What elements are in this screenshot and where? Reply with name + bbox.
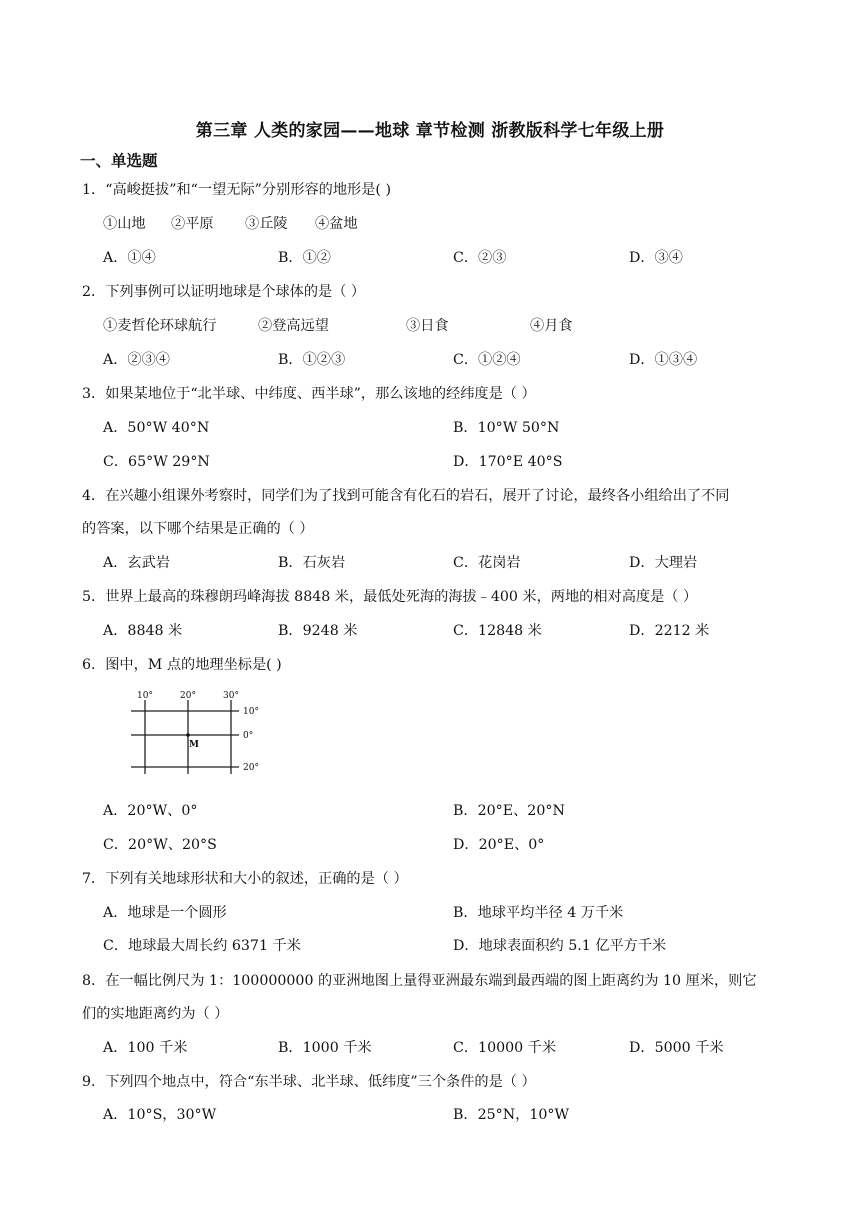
top-label: 30° [223,691,239,701]
q2-item: ②登高远望 [258,318,329,334]
question-6-stem: 6．图中，M 点的地理坐标是( ) [82,657,282,673]
top-label: 10° [137,691,153,701]
question-7-stem: 7．下列有关地球形状和大小的叙述，正确的是（ ） [82,871,408,887]
q4-option-d[interactable]: D．大理岩 [629,555,698,571]
q3-option-d[interactable]: D．170°E 40°S [453,454,563,470]
point-m-marker [186,733,190,737]
question-4-stem: 4．在兴趣小组课外考察时，同学们为了找到可能含有化石的岩石，展开了讨论，最终各小组给出了不同 [82,488,730,504]
q1-option-b[interactable]: B．①② [278,250,331,266]
q1-item: ④盆地 [315,216,358,232]
q8-option-b[interactable]: B．1000 千米 [278,1040,372,1056]
q1-item: ③丘陵 [245,216,288,232]
q3-option-a[interactable]: A．50°W 40°N [103,420,210,436]
question-8-stem: 8．在一幅比例尺为 1：100000000 的亚洲地图上量得亚洲最东端到最西端的图上距离约为 10 厘米，则它 [82,973,757,989]
q6-option-d[interactable]: D．20°E、0° [453,837,545,853]
q7-option-b[interactable]: B．地球平均半径 4 万千米 [453,905,624,921]
q3-option-c[interactable]: C．65°W 29°N [103,454,210,470]
lat-long-grid-figure [125,690,265,776]
section-heading: 一、单选题 [80,152,158,170]
q7-option-c[interactable]: C．地球最大周长约 6371 千米 [103,938,301,954]
question-2-items [103,315,573,335]
point-m-label: M [189,740,199,750]
q5-option-b[interactable]: B．9248 米 [278,623,358,639]
question-1-stem: 1．“高峻挺拔”和“一望无际”分别形容的地形是( ) [82,182,391,198]
q5-option-a[interactable]: A．8848 米 [103,623,183,639]
q2-item: ③日食 [406,318,449,334]
q6-option-b[interactable]: B．20°E、20°N [453,803,565,819]
q4-option-c[interactable]: C．花岗岩 [453,555,521,571]
q6-option-c[interactable]: C．20°W、20°S [103,837,217,853]
q1-option-c[interactable]: C．②③ [453,250,507,266]
q9-option-a[interactable]: A．10°S，30°W [103,1107,217,1123]
question-1-items [103,213,358,233]
q5-option-d[interactable]: D．2212 米 [629,623,710,639]
q6-option-a[interactable]: A．20°W、0° [103,803,198,819]
q7-option-a[interactable]: A．地球是一个圆形 [103,905,227,921]
q1-option-d[interactable]: D．③④ [629,250,683,266]
q2-option-b[interactable]: B．①②③ [278,352,346,368]
top-label: 20° [180,691,196,701]
q1-option-a[interactable]: A．①④ [103,250,156,266]
right-label: 20° [243,763,259,773]
document-title: 第三章 人类的家园——地球 章节检测 浙教版科学七年级上册 [195,121,665,141]
q2-item: ①麦哲伦环球航行 [103,318,217,334]
q8-option-c[interactable]: C．10000 千米 [453,1040,557,1056]
q4-option-a[interactable]: A．玄武岩 [103,555,170,571]
q2-item: ④月食 [530,318,573,334]
right-label: 0° [243,731,254,741]
question-3-stem: 3．如果某地位于“北半球、中纬度、西半球”，那么该地的经纬度是（ ） [82,386,536,402]
question-4-stem-cont: 的答案，以下哪个结果是正确的（ ） [82,521,314,537]
q2-option-a[interactable]: A．②③④ [103,352,170,368]
q3-option-b[interactable]: B．10°W 50°N [453,420,560,436]
question-9-stem: 9．下列四个地点中，符合“东半球、北半球、低纬度”三个条件的是（ ） [82,1074,536,1090]
q9-option-b[interactable]: B．25°N，10°W [453,1107,570,1123]
q1-item: ①山地 [103,216,146,232]
q8-option-a[interactable]: A．100 千米 [103,1040,188,1056]
q4-option-b[interactable]: B．石灰岩 [278,555,346,571]
q8-option-d[interactable]: D．5000 千米 [629,1040,724,1056]
right-label: 10° [243,707,259,717]
question-8-stem-cont: 们的实地距离约为（ ） [82,1006,229,1022]
q2-option-c[interactable]: C．①②④ [453,352,521,368]
q1-item: ②平原 [171,216,214,232]
q2-option-d[interactable]: D．①③④ [629,352,698,368]
q7-option-d[interactable]: D．地球表面积约 5.1 亿平方千米 [453,938,667,954]
q5-option-c[interactable]: C．12848 米 [453,623,542,639]
question-2-stem: 2．下列事例可以证明地球是个球体的是（ ） [82,284,366,300]
question-5-stem: 5．世界上最高的珠穆朗玛峰海拔 8848 米，最低处死海的海拔﹣400 米，两地的相对高度是（ ） [82,589,698,605]
